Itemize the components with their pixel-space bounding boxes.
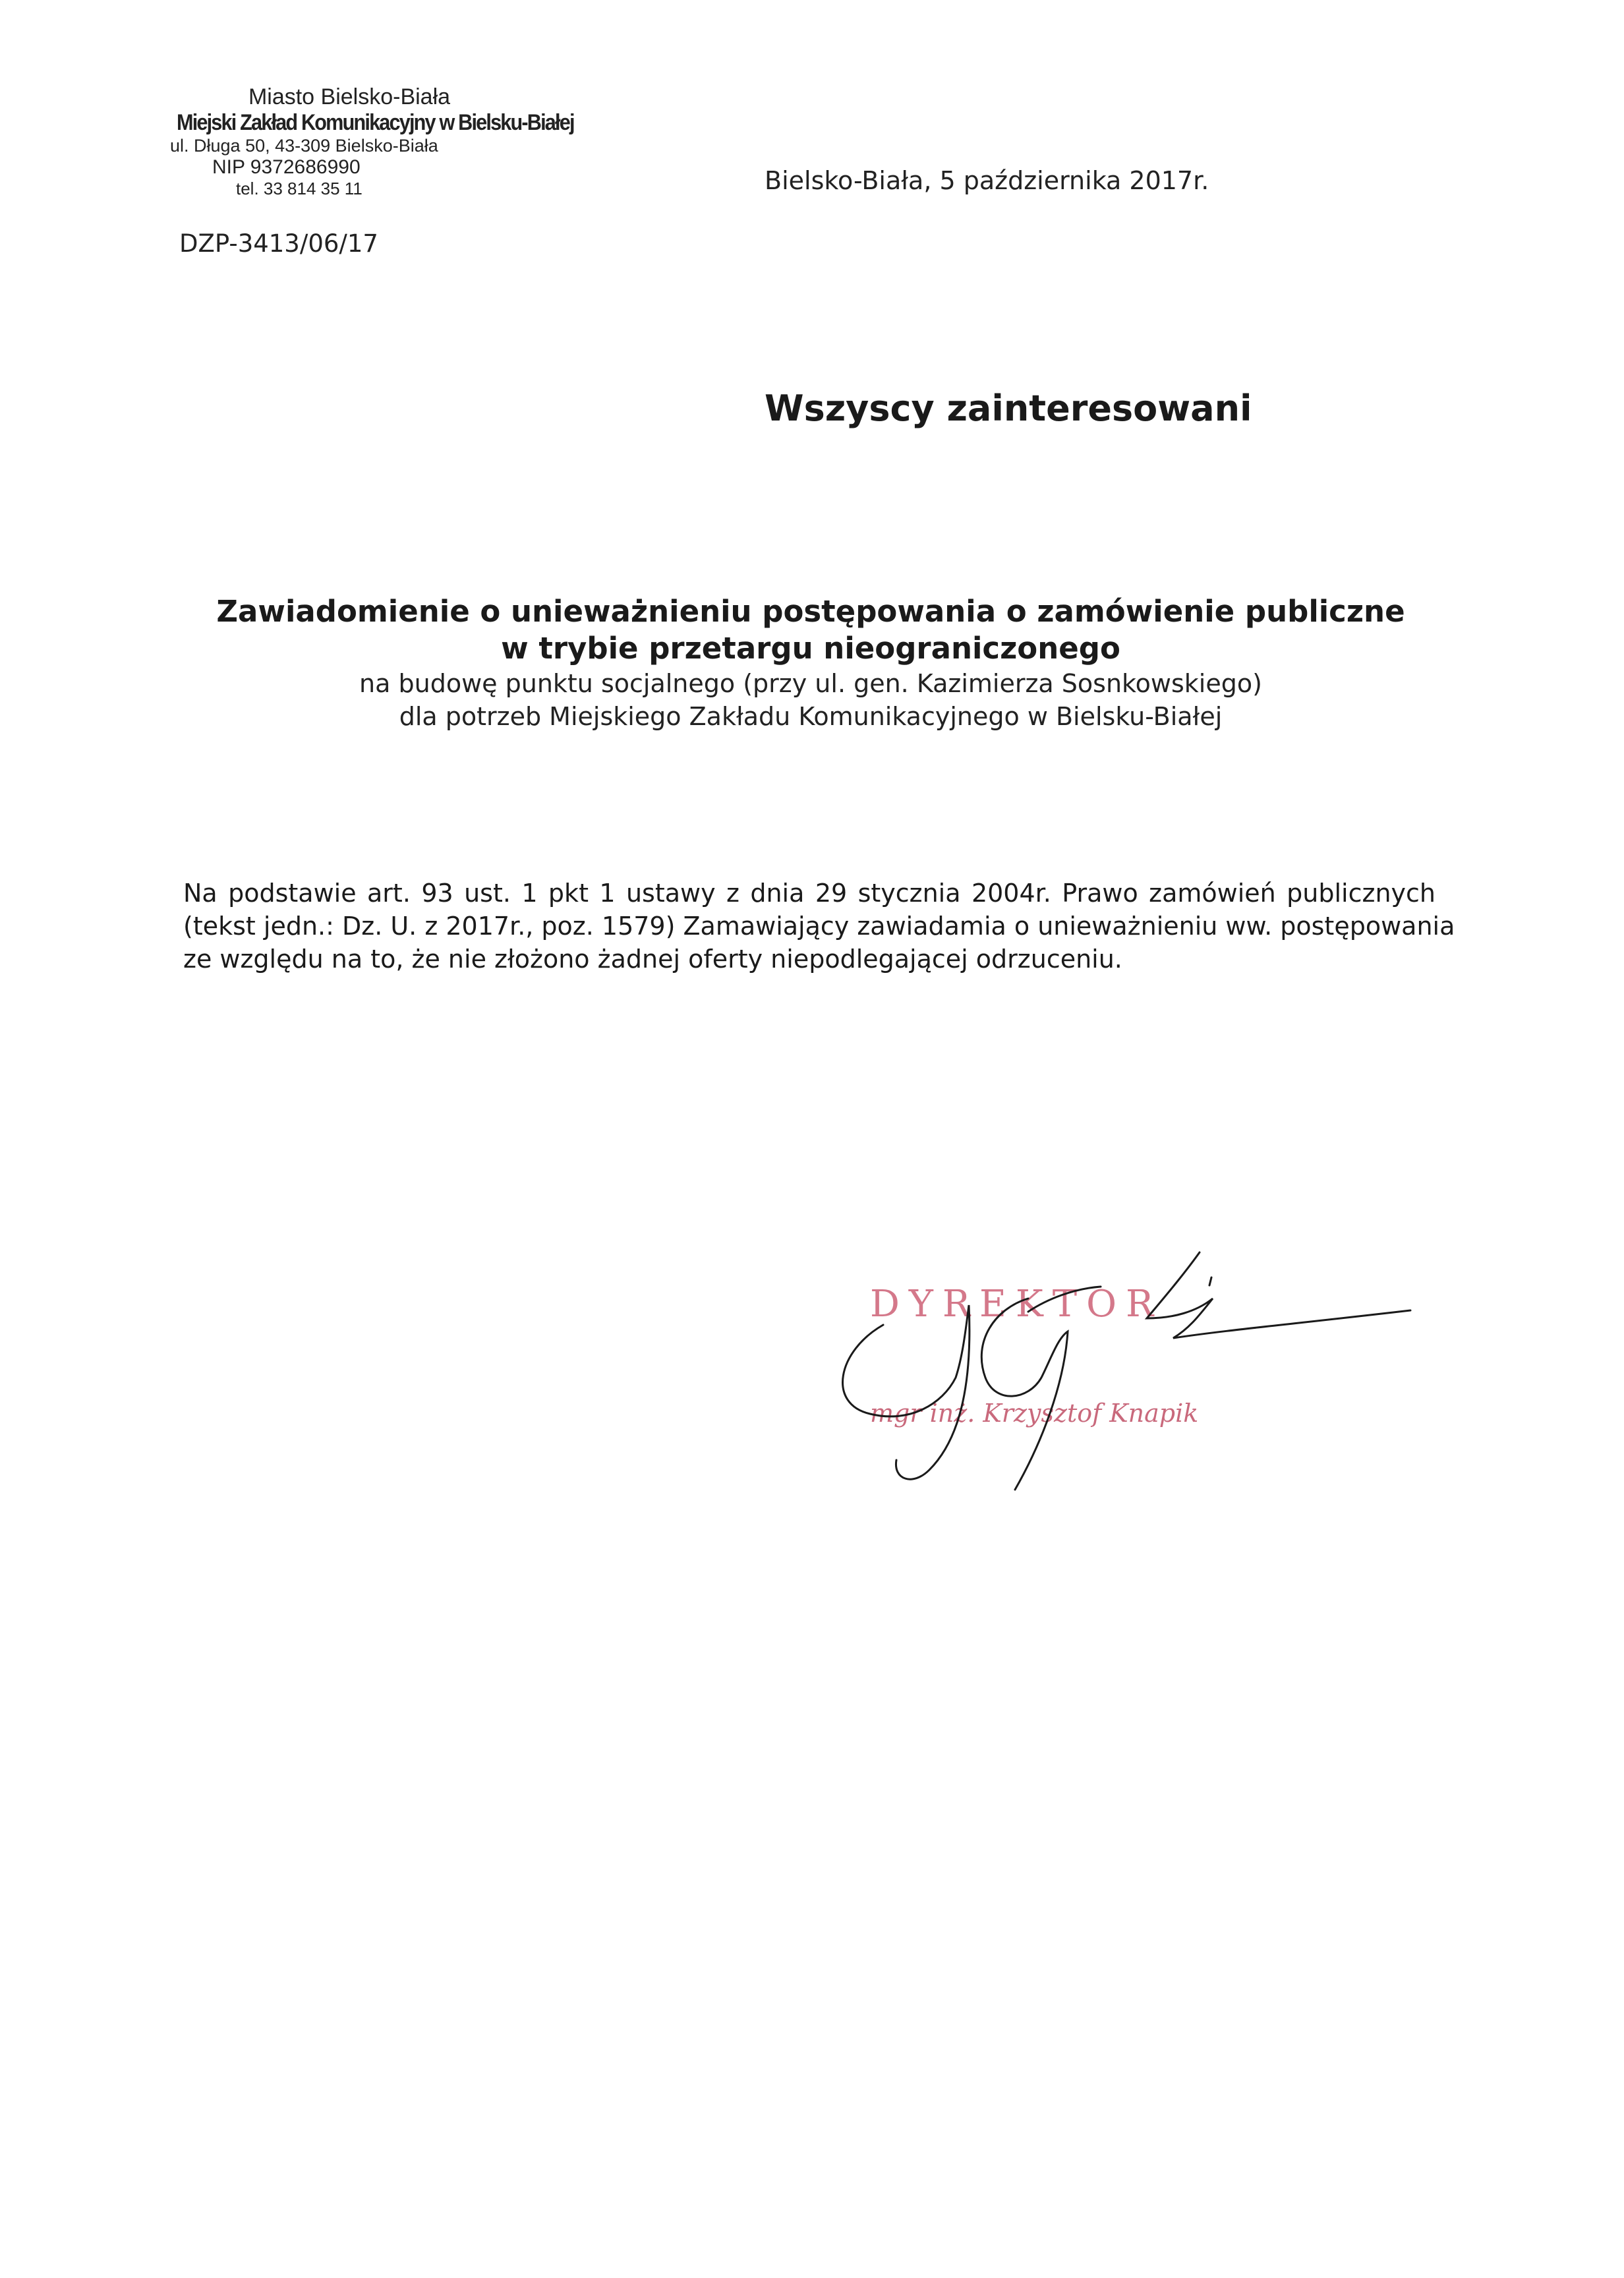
body-line2: (tekst jedn.: Dz. U. z 2017r., poz. 1579) Zamawiający zawiadamia o unieważnieniu ww. postępowania bbox=[183, 912, 1455, 941]
reference-number: DZP-3413/06/17 bbox=[179, 229, 378, 258]
subject-sub-line1: na budowę punktu socjalnego (przy ul. gen. Kazimierza Sosnkowskiego) bbox=[359, 669, 1262, 698]
subject-sub-line2: dla potrzeb Miejskiego Zakładu Komunikacyjnego w Bielsku-Białej bbox=[399, 702, 1223, 731]
stamp-city: Miasto Bielsko-Biała bbox=[248, 84, 451, 109]
body-paragraph bbox=[183, 877, 1455, 976]
addressee: Wszyscy zainteresowani bbox=[765, 388, 1252, 429]
stamp-tel: tel. 33 814 35 11 bbox=[236, 179, 362, 198]
subject-title-line1: Zawiadomienie o unieważnieniu postępowania o zamówienie publiczne bbox=[216, 594, 1405, 629]
stamp-address: ul. Długa 50, 43-309 Bielsko-Biała bbox=[170, 136, 438, 156]
subject-title-line2: w trybie przetargu nieograniczonego bbox=[501, 631, 1120, 666]
stamp-nip: NIP 9372686990 bbox=[212, 156, 361, 178]
signature-block bbox=[830, 1226, 1424, 1503]
body-line1: Na podstawie art. 93 ust. 1 pkt 1 ustawy z dnia 29 stycznia 2004r. Prawo zamówień publicznych bbox=[183, 879, 1436, 908]
stamp-organization: Miejski Zakład Komunikacyjny w Bielsku-Białej bbox=[177, 110, 574, 135]
signature-stamp-name: mgr inż. Krzysztof Knapik bbox=[870, 1399, 1199, 1428]
subject-block bbox=[132, 593, 1490, 733]
header-stamp bbox=[158, 84, 574, 199]
body-line3: ze względu na to, że nie złożono żadnej oferty niepodlegającej odrzuceniu. bbox=[183, 945, 1122, 974]
handwritten-signature bbox=[830, 1226, 1424, 1503]
signature-stamp-title: DYREKTOR bbox=[870, 1283, 1163, 1326]
document-date: Bielsko-Biała, 5 października 2017r. bbox=[765, 166, 1209, 195]
